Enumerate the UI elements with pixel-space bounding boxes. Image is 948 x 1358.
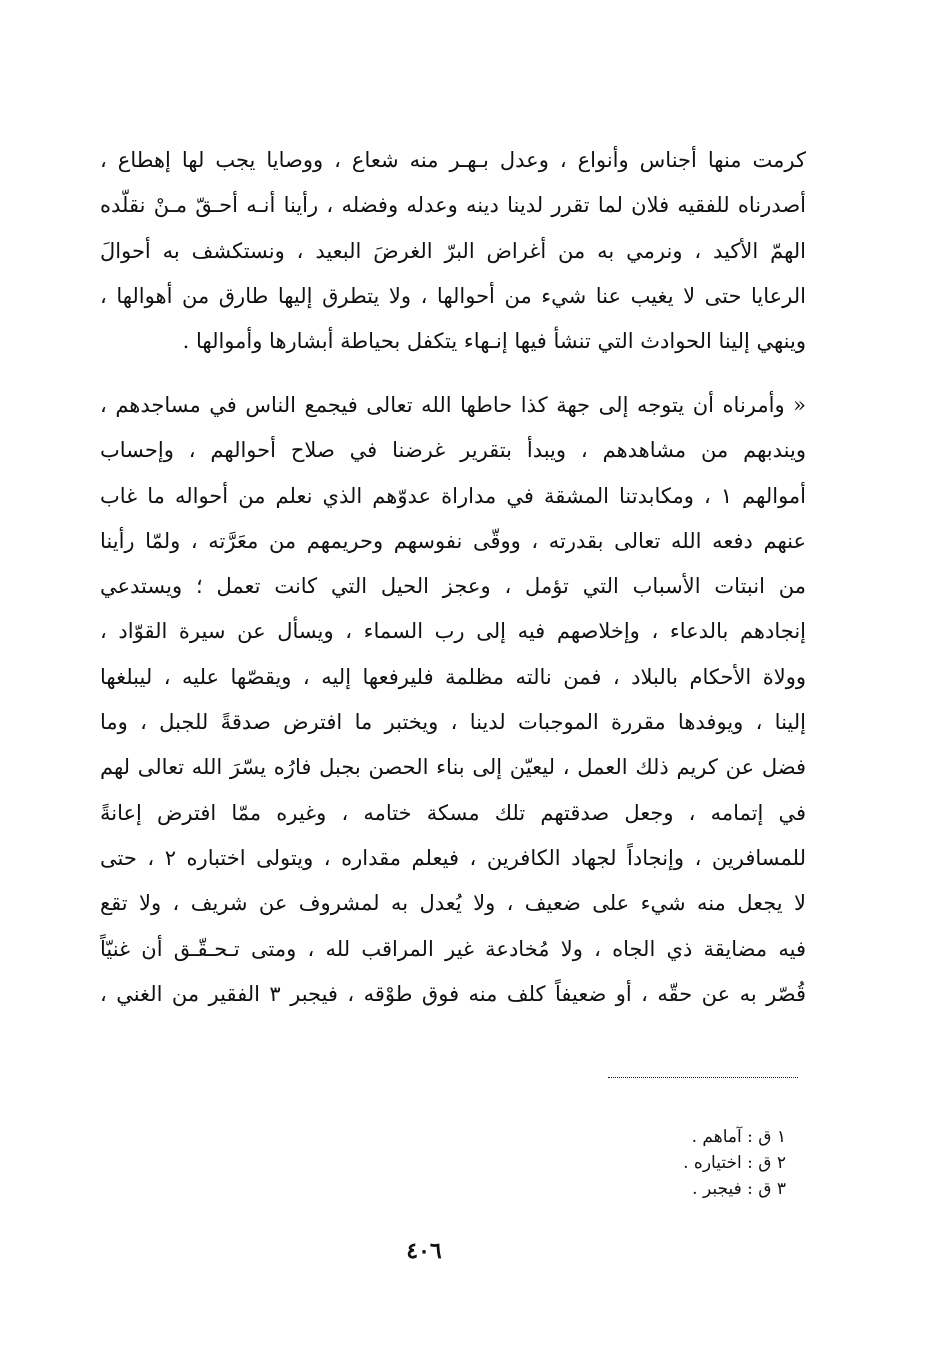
text-line: عنهم دفعه الله تعالى بقدرته ، ووقّى نفوسهم وحريمهم من معَرَّته ، ولمّا رأينا xyxy=(100,528,806,553)
text-line: وينهي إلينا الحوادث التي تنشأ فيها إنـهاء يتكفل بحياطة أبشارها وأموالها . xyxy=(182,329,806,354)
text-line: وولاة الأحكام بالبلاد ، فمن نالته مظلمة فليرفعها إليه ، ويقصّها عليه ، ليبلغها xyxy=(100,664,806,689)
footnote: ١ ق : آماهم . xyxy=(691,1127,786,1147)
text-line: قُصّر به عن حقّه ، أو ضعيفاً كلف منه فوق طوْقه ، فيجبر ٣ الفقير من الغني ، xyxy=(100,981,806,1006)
text-line: فضل عن كريم ذلك العمل ، ليعيّن إلى بناء الحصن بجبل فارُه يسّرَ الله تعالى لهم xyxy=(100,755,806,780)
footnote: ٣ ق : فيجبر . xyxy=(692,1179,786,1199)
footnote-separator xyxy=(608,1077,798,1078)
paragraph-1 xyxy=(100,138,806,364)
text-line: « وأمرناه أن يتوجه إلى جهة كذا حاطها الله تعالى فيجمع الناس في مساجدهم ، xyxy=(100,393,806,417)
text-line: إنجادهم بالدعاء ، وإخلاصهم فيه إلى رب السماء ، ويسأل عن سيرة القوّاد ، xyxy=(100,619,806,644)
paragraph-2 xyxy=(100,383,806,1017)
text-line: فيه مضايقة ذي الجاه ، ولا مُخادعة غير المراقب لله ، ومتى تـحـقّـق أن غنيّاً xyxy=(100,936,806,961)
text-line: الرعايا حتى لا يغيب عنا شيء من أحوالها ، ولا يتطرق إليها طارق من أهوالها ، xyxy=(100,283,806,308)
footnotes xyxy=(560,1124,786,1202)
text-line: كرمت منها أجناس وأنواع ، وعدل بـهـر منه شعاع ، ووصايا يجب لها إهطاع ، xyxy=(100,148,806,172)
text-line: في إتمامه ، وجعل صدقتهم تلك مسكة ختامه ، وغيره ممّا افترض إعانةً xyxy=(100,800,806,825)
text-line: أصدرناه للفقيه فلان لما تقرر لدينا دينه وعدله وفضله ، رأينا أنـه أحـقّ مـنْ نقلّده xyxy=(100,193,806,218)
text-line: أموالهم ١ ، ومكابدتنا المشقة في مداراة عدوّهم الذي نعلم من أحواله ما غاب xyxy=(100,483,806,508)
text-line: ويندبهم من مشاهدهم ، ويبدأ بتقرير غرضنا في صلاح أحوالهم ، وإحساب xyxy=(100,438,806,463)
text-line: للمسافرين ، وإنجاداً لجهاد الكافرين ، فيعلم مقداره ، ويتولى اختباره ٢ ، حتى xyxy=(100,845,806,870)
text-line: لا يجعل منه شيء على ضعيف ، ولا يُعدل به لمشروف عن شريف ، ولا تقع xyxy=(100,891,806,916)
text-line: الهمّ الأكيد ، ونرمي به من أغراض البرّ الغرضَ البعيد ، ونستكشف به أحوالَ xyxy=(100,238,806,263)
page-number: ٤٠٦ xyxy=(406,1238,442,1264)
footnote: ٢ ق : اختياره . xyxy=(683,1153,786,1173)
text-line: من انبتات الأسباب التي تؤمل ، وعجز الحيل التي كانت تعمل ؛ ويستدعي xyxy=(100,574,806,599)
text-line: إلينا ، ويوفدها مقررة الموجبات لدينا ، ويختبر ما افترض صدقةً للجبل ، وما xyxy=(100,710,806,735)
